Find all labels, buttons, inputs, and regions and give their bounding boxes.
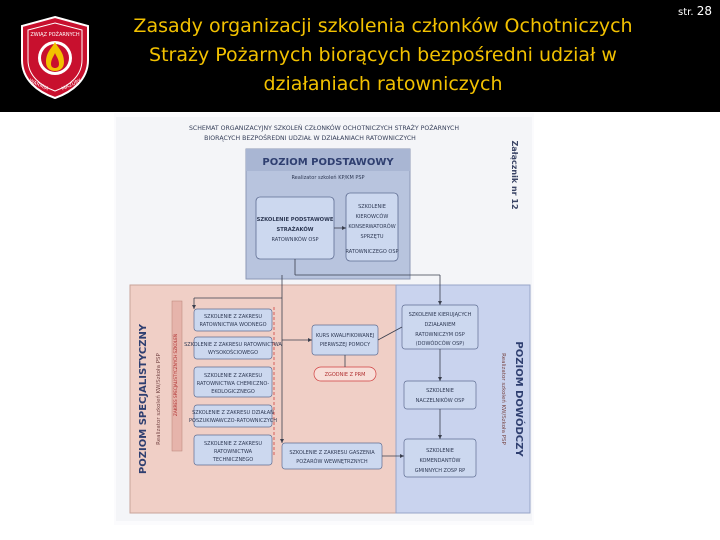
basic-level-label: POZIOM PODSTAWOWY: [262, 157, 394, 168]
specialist-box-chemical-line-2: RATOWNICTWA CHEMICZNO-: [196, 381, 270, 387]
first-aid-course-line-2: PIERWSZEJ POMOCY: [319, 342, 371, 348]
specialist-box-chemical-line-3: EKOLOGICZNEGO: [211, 389, 255, 395]
attachment-label: Załącznik nr 12: [510, 140, 519, 210]
slide-header: [0, 0, 720, 112]
specialist-dashed-note: ZAKRES SPECJALISTYCZNYCH SZKOLEŃ: [173, 333, 178, 417]
specialist-box-water-line-2: RATOWNICTWA WODNEGO: [199, 322, 267, 328]
command-box-chiefs-line-2: NACZELNIKÓW OSP: [415, 398, 465, 404]
title-line-3: działaniach ratowniczych: [263, 73, 503, 95]
basic-box-firefighters-line-2: STRAŻAKÓW: [276, 227, 314, 233]
interior-fire-line-2: POŻARÓW WEWNĘTRZNYCH: [296, 459, 368, 465]
command-box-incident-leaders-line-4: (DOWÓDCÓW OSP): [415, 341, 465, 347]
basic-box-drivers-line-4: SPRZĘTU: [360, 234, 384, 240]
specialist-box-search-line-1: SZKOLENIE Z ZAKRESU DZIAŁAŃ: [192, 410, 274, 416]
fire-brigade-logo: [16, 14, 94, 100]
svg-text:WARMIA: WARMIA: [27, 77, 50, 93]
interior-fire-line-1: SZKOLENIE Z ZAKRESU GASZENIA: [289, 450, 375, 456]
basic-box-drivers-line-2: KIEROWCÓW: [355, 214, 389, 220]
basic-box-drivers-line-5: RATOWNICZEGO OSP: [345, 249, 399, 255]
command-box-incident-leaders-line-1: SZKOLENIE KIERUJĄCYCH: [408, 312, 472, 318]
title-line-2: Straży Pożarnych biorących bezpośredni udział w: [149, 44, 617, 66]
specialist-level-label: POZIOM SPECJALISTYCZNY: [138, 323, 149, 475]
basic-level-subtitle: Realizator szkoleń KP/KM PSP: [291, 175, 365, 181]
title-line-1: Zasady organizacji szkolenia członków Ochotniczych: [133, 15, 633, 37]
svg-text:MAZURY: MAZURY: [60, 77, 83, 93]
command-box-chiefs: [404, 381, 476, 409]
specialist-box-search-line-2: POSZUKIWAWCZO-RATOWNICZYCH: [189, 418, 277, 424]
svg-text:ZWIĄZ POŻARNYCH: ZWIĄZ POŻARNYCH: [30, 32, 80, 38]
first-aid-course-box: [312, 325, 378, 355]
command-box-commandants-line-3: GMINNYCH ZOSP RP: [414, 468, 466, 474]
command-level-label: POZIOM DOWÓDCZY: [513, 341, 524, 457]
diagram-image: [114, 113, 534, 525]
specialist-box-chemical-line-1: SZKOLENIE Z ZAKRESU: [203, 373, 263, 379]
command-box-incident-leaders-line-2: DZIAŁANIEM: [424, 322, 456, 328]
page-number: [678, 4, 712, 18]
diagram-title-line-1: SCHEMAT ORGANIZACYJNY SZKOLEŃ CZŁONKÓW OCHOTNICZYCH STRAŻY POŻARNYCH: [188, 125, 460, 132]
interior-fire-box: [282, 443, 382, 469]
training-scheme-diagram: [114, 113, 534, 525]
basic-box-firefighters-line-3: RATOWNIKÓW OSP: [271, 237, 319, 243]
page-prefix: str.: [678, 7, 694, 18]
specialist-box-technical-line-3: TECHNICZNEGO: [212, 457, 254, 463]
page-number-value: 28: [696, 4, 712, 18]
specialist-box-technical-line-2: RATOWNICTWA: [213, 449, 253, 455]
command-box-commandants-line-1: SZKOLENIE: [426, 448, 454, 454]
command-box-commandants-line-2: KOMENDANTÓW: [419, 458, 461, 464]
prm-note-text: ZGODNIE Z PRM: [324, 372, 366, 378]
basic-box-firefighters-line-1: SZKOLENIE PODSTAWOWE: [256, 217, 334, 223]
specialist-box-height-line-2: WYSOKOŚCIOWEGO: [207, 350, 259, 356]
specialist-level-subtitle: Realizator szkoleń KW/Szkoła PSP: [156, 353, 162, 445]
basic-box-drivers-line-3: KONSERWATORÓW: [348, 224, 396, 230]
specialist-box-technical-line-1: SZKOLENIE Z ZAKRESU: [203, 441, 263, 447]
command-level-subtitle: Realizator szkoleń KW/Szkoła PSP: [500, 353, 506, 445]
specialist-box-water-line-1: SZKOLENIE Z ZAKRESU: [203, 314, 263, 320]
slide-title: [112, 12, 654, 99]
basic-box-drivers-line-1: SZKOLENIE: [358, 204, 386, 210]
command-box-chiefs-line-1: SZKOLENIE: [426, 388, 454, 394]
diagram-title-line-2: BIORĄCYCH BEZPOŚREDNI UDZIAŁ W DZIAŁANIACH RATOWNICZYCH: [204, 135, 416, 142]
specialist-box-height-line-1: SZKOLENIE Z ZAKRESU RATOWNICTWA: [184, 342, 282, 348]
first-aid-course-line-1: KURS KWALIFIKOWANEJ: [315, 333, 375, 339]
command-box-incident-leaders-line-3: RATOWNICZYM OSP: [415, 332, 465, 338]
